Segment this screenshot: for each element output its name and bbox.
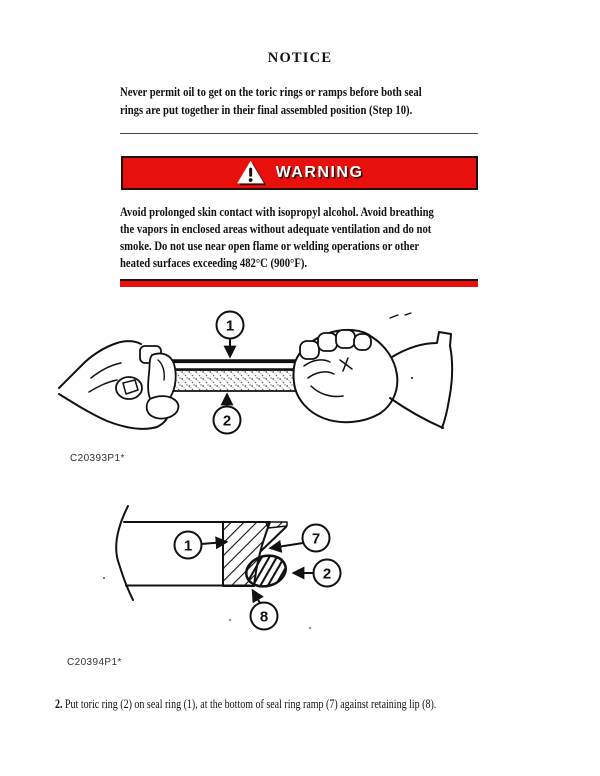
warning-banner [121,156,478,190]
warning-paragraph [120,203,481,271]
warning-line: the vapors in enclosed areas without adequate ventilation and do not [120,221,432,236]
left-hand [59,341,178,429]
figure-hands-holding-seal-ring [55,300,455,445]
right-hand [294,330,453,428]
step-text: Put toric ring (2) on seal ring (1), at the bottom of seal ring ramp (7) against retaining lip (8). [62,697,437,711]
ramp-strip [266,522,287,528]
figure1-callout-2: 2 [222,412,232,430]
step-number: 2. [55,697,63,711]
warning-triangle-icon [236,160,266,186]
figure2-callout-8: 8 [259,608,269,626]
warning-label: WARNING [275,164,364,181]
figure2-callout-2: 2 [322,565,332,583]
figure-seal-ring-cross-section [100,500,360,652]
horizontal-divider [120,133,478,134]
notice-line: Never permit oil to get on the toric rings or ramps before both seal [120,84,422,99]
notice-paragraph [120,83,481,118]
red-divider-bar [120,279,478,287]
warning-line: heated surfaces exceeding 482°C (900°F). [120,255,308,270]
figure2-callout-7: 7 [311,530,321,548]
seal-ring-edge [155,360,302,369]
figure1-callout-1: 1 [225,317,235,335]
notice-heading: NOTICE [267,50,333,66]
warning-line: smoke. Do not use near open flame or welding operations or other [120,238,420,253]
figure2-caption: C20394P1* [67,657,122,668]
figure1-caption: C20393P1* [70,453,125,464]
warning-line: Avoid prolonged skin contact with isopropyl alcohol. Avoid breathing [120,204,434,219]
notice-line: rings are put together in their final assembled position (Step 10). [120,101,413,117]
step-instruction [55,697,583,712]
figure2-callout-1: 1 [183,537,193,555]
